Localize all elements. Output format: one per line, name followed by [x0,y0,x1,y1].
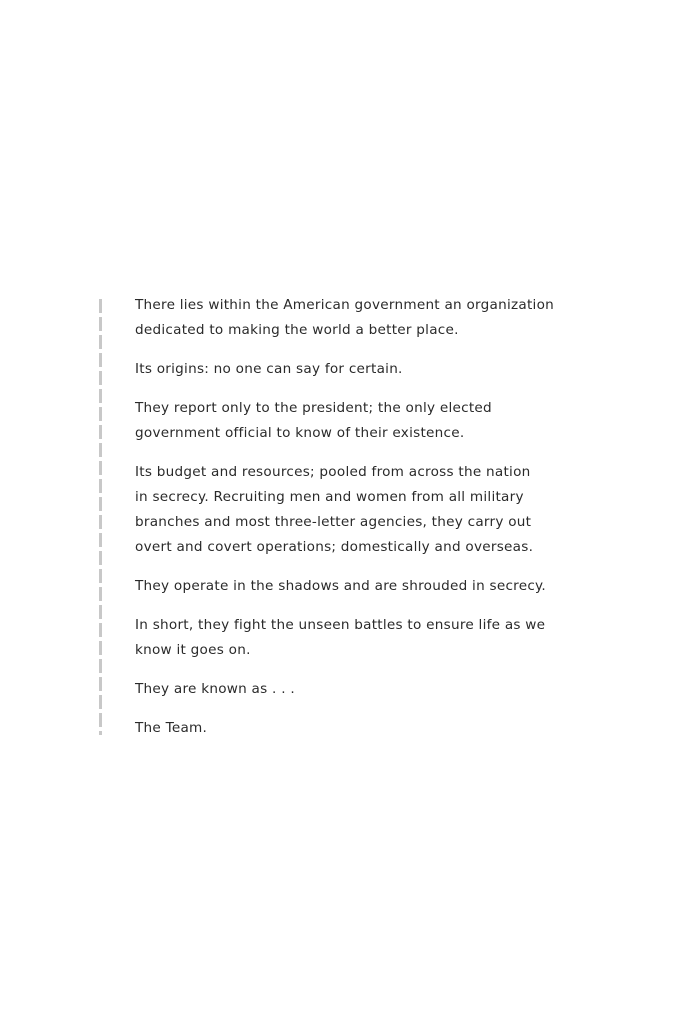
paragraph-budget [135,460,575,560]
text-line: They operate in the shadows and are shrouded in secrecy. [135,578,546,594]
paragraph-known-as [135,677,575,702]
text-line: know it goes on. [135,642,251,658]
text-line: government official to know of their existence. [135,425,465,441]
paragraph-the-team [135,716,575,741]
text-line: They report only to the president; the only elected [135,400,492,416]
paragraph-battles [135,613,575,663]
text-line: overt and covert operations; domestically and overseas. [135,539,534,555]
text-line: branches and most three-letter agencies, they carry out [135,514,532,530]
epigraph-text-block [135,293,575,755]
text-line: dedicated to making the world a better place. [135,322,459,338]
text-line: Its budget and resources; pooled from across the nation [135,464,531,480]
paragraph-intro [135,293,575,343]
paragraph-reporting [135,396,575,446]
text-line: in secrecy. Recruiting men and women from all military [135,489,524,505]
text-line: There lies within the American government an organization [135,297,555,313]
text-line: The Team. [135,720,208,736]
paragraph-origins [135,357,575,382]
paragraph-shadows [135,574,575,599]
text-line: They are known as . . . [135,681,295,697]
text-line: Its origins: no one can say for certain. [135,361,403,377]
text-line: In short, they fight the unseen battles to ensure life as we [135,617,546,633]
dashed-margin-rule [99,299,102,735]
